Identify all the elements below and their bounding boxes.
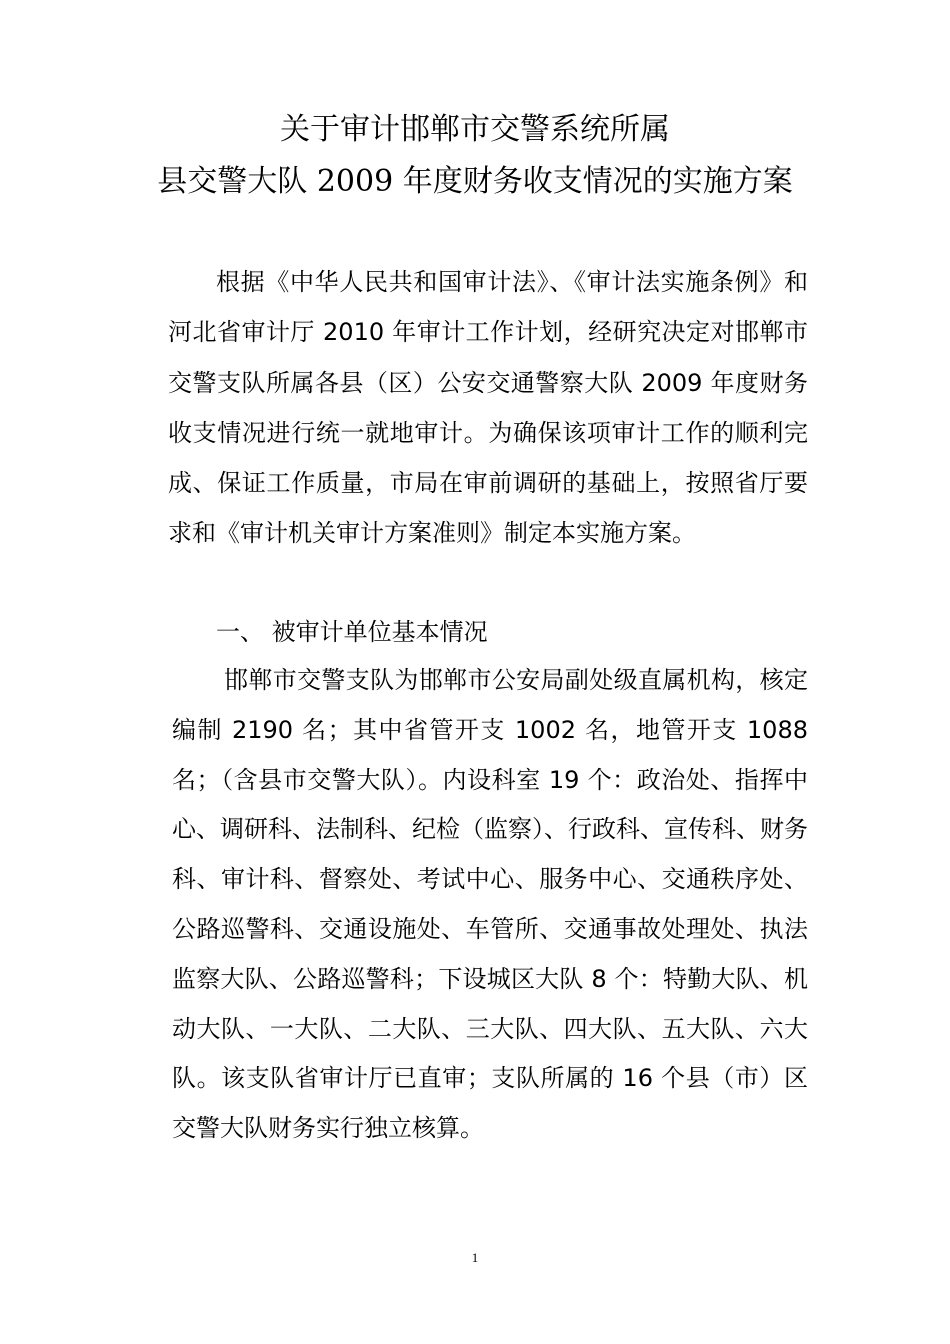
document-title [0,104,950,208]
page-number: 1 [471,1250,479,1265]
basic-info-paragraph: 邯郸市交警支队为邯郸市公安局副处级直属机构，核定编制 2190 名；其中省管开支 1002 名，地管开支 1088 名；（含县市交警大队）。内设科室 19 个：政治处、指挥中心、调研科、法制科、纪检（监察）、行政科、宣传科、财务科、审计科、督察处、考试中心、服务中心、交通秩序处、公路巡警科、交通设施处、车管所、交通事故处理处、执法监察大队、公路巡警科；下设城区大队 8 个：特勤大队、机动大队、一大队、二大队、三大队、四大队、五大队、六大队。该支队省审计厅已直审；支队所属的 16 个县（市）区交警大队财务实行独立核算。 [172,666,808,1143]
title-line-2: 县交警大队 2009 年度财务收支情况的实施方案 [157,164,793,199]
section-heading: 一、 被审计单位基本情况 [216,618,488,646]
title-line-1: 关于审计邯郸市交警系统所属 [280,112,670,147]
intro-paragraph: 根据《中华人民共和国审计法》、《审计法实施条例》和河北省审计厅 2010 年审计工作计划，经研究决定对邯郸市交警支队所属各县（区）公安交通警察大队 2009 年度财务收支情况进行统一就地审计。为确保该项审计工作的顺利完成、保证工作质量，市局在审前调研的基础上，按照省厅要求和《审计机关审计方案准则》制定本实施方案。 [168,268,808,548]
